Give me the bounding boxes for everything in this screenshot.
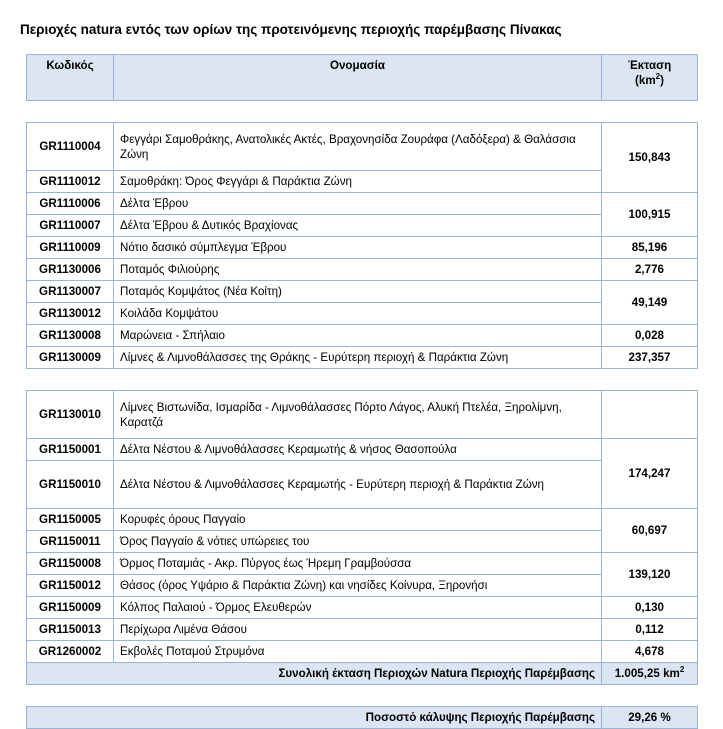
header-code: Κωδικός (27, 55, 114, 101)
table-row (27, 237, 698, 259)
row-code: GR1150001 (27, 439, 114, 461)
total-label: Συνολική έκταση Περιοχών Natura Περιοχής Παρέμβασης (27, 663, 602, 685)
row-name: Νότιο δασικό σύμπλεγμα Έβρου (114, 237, 602, 259)
row-area: 150,843 (602, 123, 698, 193)
header-area: Έκταση $(km^2)$ (602, 55, 698, 101)
row-name: Λίμνες & Λιμνοθάλασσες της Θράκης - Ευρύτερη περιοχή & Παράκτια Ζώνη (114, 347, 602, 369)
row-code: GR1150011 (27, 531, 114, 553)
row-name: Ποταμός Κομψάτος (Νέα Κοίτη) (114, 281, 602, 303)
row-code: GR1150013 (27, 619, 114, 641)
row-area: 0,028 (602, 325, 698, 347)
table-row (27, 461, 698, 509)
table-row (27, 193, 698, 215)
table-row (27, 619, 698, 641)
row-area: 100,915 (602, 193, 698, 237)
row-area: 4,678 (602, 641, 698, 663)
row-name: Ποταμός Φιλιούρης (114, 259, 602, 281)
row-code: GR1150009 (27, 597, 114, 619)
row-code: GR1130007 (27, 281, 114, 303)
row-code: GR1150012 (27, 575, 114, 597)
row-name: Φεγγάρι Σαμοθράκης, Ανατολικές Ακτές, Βραχονησίδα Ζουράφα (Λαδόξερα) & Θαλάσσια Ζώνη (114, 123, 602, 171)
row-name: Κορυφές όρους Παγγαίο (114, 509, 602, 531)
row-code: GR1110006 (27, 193, 114, 215)
table-row (27, 439, 698, 461)
total-row (27, 663, 698, 685)
table-row (27, 347, 698, 369)
row-area: 60,697 (602, 509, 698, 553)
row-name: Κόλπος Παλαιού - Όρμος Ελευθερών (114, 597, 602, 619)
row-code: GR1130012 (27, 303, 114, 325)
row-code: GR1260002 (27, 641, 114, 663)
table-row (27, 123, 698, 171)
percentage-label: Ποσοστό κάλυψης Περιοχής Παρέμβασης (27, 707, 602, 729)
row-name: Μαρώνεια - Σπήλαιο (114, 325, 602, 347)
table-row (27, 215, 698, 237)
row-area: 174,247 (602, 439, 698, 509)
row-code: GR1130009 (27, 347, 114, 369)
row-name: Περίχωρα Λιμένα Θάσου (114, 619, 602, 641)
percentage-row (27, 707, 698, 729)
row-area: 85,196 (602, 237, 698, 259)
table-row (27, 303, 698, 325)
row-code: GR1110012 (27, 171, 114, 193)
row-name: Δέλτα Έβρου (114, 193, 602, 215)
table-row (27, 531, 698, 553)
row-code: GR1150008 (27, 553, 114, 575)
row-area: 0,112 (602, 619, 698, 641)
table-title: Περιοχές natura εντός των ορίων της προτεινόμενης περιοχής παρέμβασης Πίνακας (20, 22, 562, 37)
row-area: 139,120 (602, 553, 698, 597)
row-area (602, 391, 698, 439)
table-row (27, 641, 698, 663)
table-row (27, 597, 698, 619)
table-row (27, 391, 698, 439)
row-area: 49,149 (602, 281, 698, 325)
row-area: 0,130 (602, 597, 698, 619)
percentage-value: 29,26 % (602, 707, 698, 729)
row-code: GR1150010 (27, 461, 114, 509)
table-row (27, 575, 698, 597)
natura-table (26, 54, 698, 729)
row-code: GR1110007 (27, 215, 114, 237)
row-name: Όρμος Ποταμιάς - Ακρ. Πύργος έως Ήρεμη Γραμβούσσα (114, 553, 602, 575)
row-area: 2,776 (602, 259, 698, 281)
row-name: Λίμνες Βιστωνίδα, Ισμαρίδα - Λιμνοθάλασσες Πόρτο Λάγος, Αλυκή Πτελέα, Ξηρολίμνη, Καρατζά (114, 391, 602, 439)
table-row (27, 281, 698, 303)
row-name: Εκβολές Ποταμού Στρυμόνα (114, 641, 602, 663)
table-row (27, 325, 698, 347)
header-row (27, 55, 698, 101)
row-code: GR1150005 (27, 509, 114, 531)
total-value: 1.005,25 $km^2$ (602, 663, 698, 685)
row-code: GR1130006 (27, 259, 114, 281)
table-row (27, 171, 698, 193)
row-name: Δέλτα Νέστου & Λιμνοθάλασσες Κεραμωτής & νήσος Θασοπούλα (114, 439, 602, 461)
table-row (27, 553, 698, 575)
row-name: Θάσος (όρος Υψάριο & Παράκτια Ζώνη) και νησίδες Κοίνυρα, Ξηρονήσι (114, 575, 602, 597)
row-name: Κοιλάδα Κομψάτου (114, 303, 602, 325)
table-row (27, 509, 698, 531)
row-code: GR1110009 (27, 237, 114, 259)
row-area: 237,357 (602, 347, 698, 369)
row-code: GR1130008 (27, 325, 114, 347)
row-name: Δέλτα Νέστου & Λιμνοθάλασσες Κεραμωτής - Ευρύτερη περιοχή & Παράκτια Ζώνη (114, 461, 602, 509)
header-name: Ονομασία (114, 55, 602, 101)
row-name: Όρος Παγγαίο & νότιες υπώρειες του (114, 531, 602, 553)
row-code: GR1130010 (27, 391, 114, 439)
row-code: GR1110004 (27, 123, 114, 171)
row-name: Σαμοθράκη: Όρος Φεγγάρι & Παράκτια Ζώνη (114, 171, 602, 193)
table-row (27, 259, 698, 281)
row-name: Δέλτα Έβρου & Δυτικός Βραχίονας (114, 215, 602, 237)
